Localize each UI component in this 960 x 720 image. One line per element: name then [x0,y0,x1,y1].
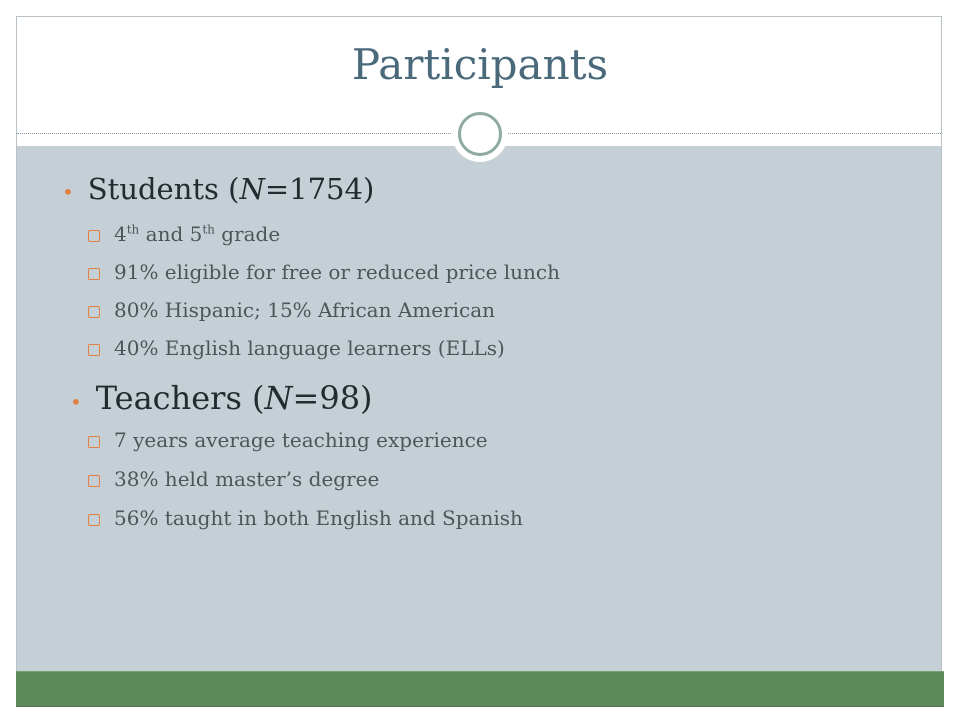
student-item-ethnicity [88,298,495,322]
list-item-text: 4th and 5th grade [114,222,281,246]
teacher-item-bilingual [88,506,523,530]
student-item-grade [88,222,280,246]
student-item-ell [88,336,505,360]
circle-ornament-icon [452,106,508,162]
students-bullet [62,172,374,206]
list-item-text: 40% English language learners (ELLs) [114,336,505,360]
square-bullet-icon [88,475,100,487]
list-item-text: 80% Hispanic; 15% African American [114,298,496,322]
teachers-bullet [70,379,373,417]
students-heading: Students (N=1754) [87,172,375,206]
list-item-text: 38% held master’s degree [114,467,380,491]
teachers-heading: Teachers (N=98) [95,379,373,417]
footer-band [16,671,944,707]
teacher-item-masters [88,467,379,491]
square-bullet-icon [88,306,100,318]
teacher-item-experience [88,428,488,452]
list-item-text: 56% taught in both English and Spanish [114,506,523,530]
bullet-dot-icon: • [62,180,74,204]
bullet-dot-icon: • [70,390,82,414]
slide-title: Participants [351,40,609,89]
square-bullet-icon [88,230,100,242]
square-bullet-icon [88,436,100,448]
student-item-lunch [88,260,560,284]
square-bullet-icon [88,514,100,526]
square-bullet-icon [88,344,100,356]
list-item-text: 7 years average teaching experience [114,428,488,452]
list-item-text: 91% eligible for free or reduced price lunch [114,260,561,284]
square-bullet-icon [88,268,100,280]
